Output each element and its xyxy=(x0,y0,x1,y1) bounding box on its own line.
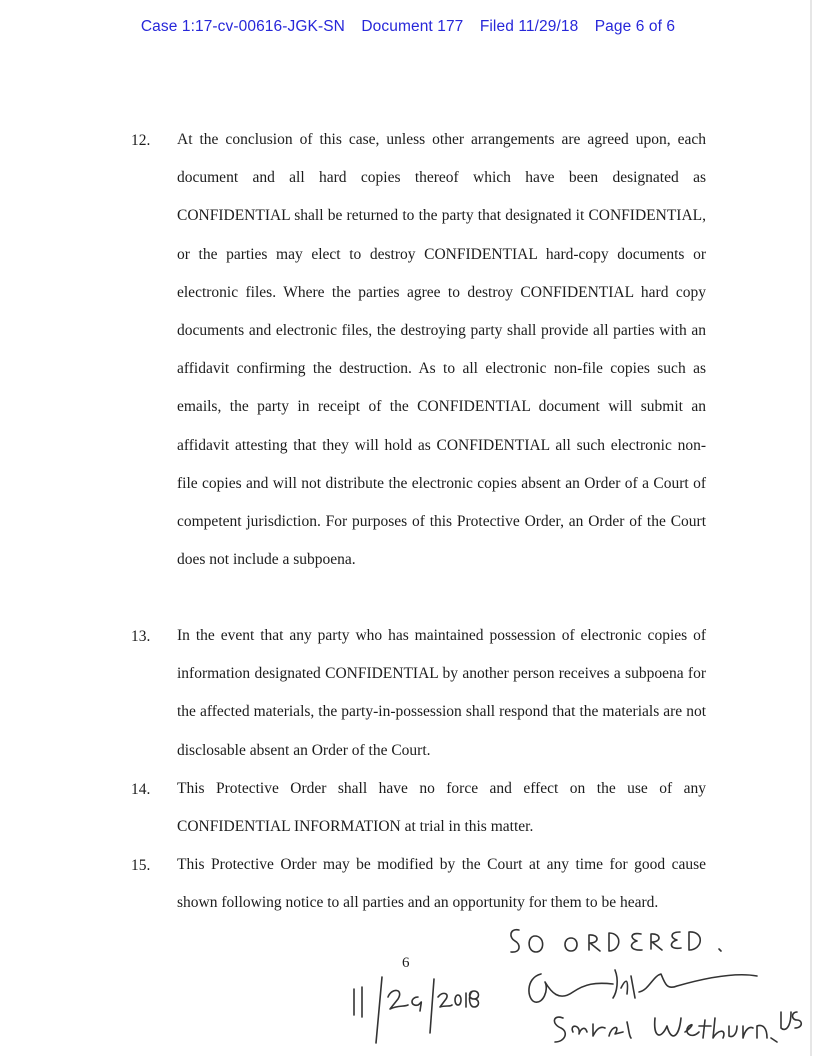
case-header xyxy=(0,18,816,36)
case-number: Case 1:17-cv-00616-JGK-SN xyxy=(140,18,345,35)
paragraph-number: 12. xyxy=(131,132,151,149)
filed-date: Filed 11/29/18 xyxy=(479,18,579,35)
paragraph-text: At the conclusion of this case, unless other arrangements are agreed upon, each document and all hard copies thereof which have been designated as CONFIDENTIAL shall be returned to the party that designated it CONFIDENTIAL, or the parties may elect to destroy CONFIDENTIAL hard-copy documents or electronic files. Where the parties agree to destroy CONFIDENTIAL hard copy documents and electronic files, the destroying party shall provide all parties with an affidavit confirming the destruction. As to all electronic non-file copies such as emails, the party in receipt of the CONFIDENTIAL document will submit an affidavit attesting that they will hold as CONFIDENTIAL all such electronic non-file copies and will not distribute the electronic copies absent an Order of a Court of competent jurisdiction. For purposes of this Protective Order, an Order of the Court does not include a subpoena. xyxy=(177,131,706,569)
paragraph-number: 15. xyxy=(131,857,151,874)
paragraph-number: 13. xyxy=(131,628,151,645)
paragraph-15 xyxy=(131,857,706,922)
document-number: Document 177 xyxy=(361,18,464,35)
handwritten-date xyxy=(350,975,480,1045)
paragraph-14 xyxy=(131,781,706,846)
page-edge xyxy=(810,0,812,1056)
so-ordered-handwriting xyxy=(505,922,730,964)
paragraph-text: This Protective Order may be modified by the Court at any time for good cause shown following notice to all parties and an opportunity for them to be heard. xyxy=(177,856,706,912)
paragraph-text: In the event that any party who has maintained possession of electronic copies of information designated CONFIDENTIAL by another person receives a subpoena for the affected materials, the party-in-possession shall respond that the materials are not disclosable absent an Order of the Court. xyxy=(177,627,706,759)
page-number: 6 xyxy=(402,955,410,971)
paragraph-text: This Protective Order shall have no force and effect on the use of any CONFIDENTIAL INFORMATION at trial in this matter. xyxy=(177,780,706,836)
paragraph-number: 14. xyxy=(131,781,151,798)
paragraph-12 xyxy=(131,132,706,579)
paragraph-13 xyxy=(131,628,706,770)
page-indicator: Page 6 of 6 xyxy=(594,18,676,35)
judge-signature xyxy=(515,962,810,1052)
